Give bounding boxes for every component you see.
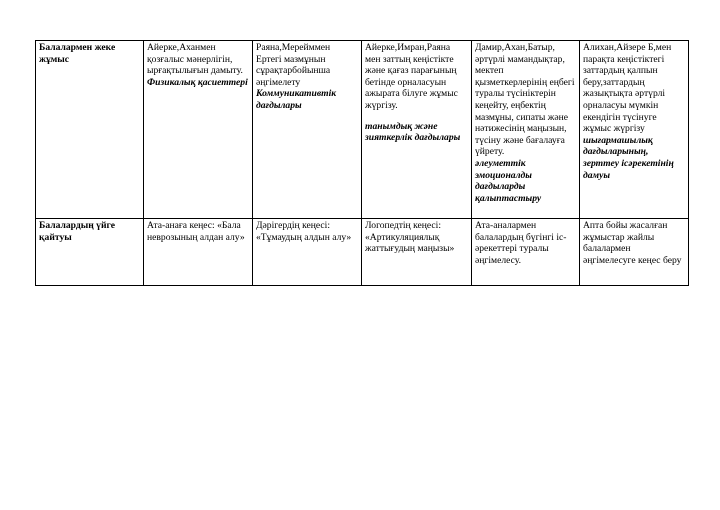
table-cell: Ата-аналармен балалардың бүгінгі іс-әрекеттері туралы әңгімелесу. xyxy=(472,219,580,286)
table-cell xyxy=(580,41,689,219)
table-cell: Дәрігердің кеңесі: «Тұмаудың алдын алу» xyxy=(253,219,362,286)
cell-text: Алихан,Айзере Б,мен парақта кеңістіктегі заттардың қалпын беру,заттардың жазықтықта әртүрлі орналасуы мүмкін екендігін түсінуге жұмыс жүргізу xyxy=(583,42,672,135)
cell-text: Айерке,Имран,Раяна мен заттың кеңістікте және қағаз парағының бетінде орналасуын ажырата білуге жұмыс жүргізу. xyxy=(365,42,458,111)
cell-text: Раяна,Мерейммен Ертегі мазмұнын сұрақтарбойынша әңгімелету xyxy=(256,42,331,88)
spacer xyxy=(365,112,468,121)
table-cell: Апта бойы жасалған жұмыстар жайлы балалармен әңгімелесуге кеңес беру xyxy=(580,219,689,286)
table-row xyxy=(36,219,689,286)
table-cell xyxy=(253,41,362,219)
cell-text: Дамир,Ахан,Батыр, әртүрлі мамандықтар, мектеп қызметкерлерінің еңбегі туралы түсініктерін кеңейту, еңбектің мазмұны, сипаты және нәтижесінің маңызын, түсіну және бағалауға үйрету. xyxy=(475,42,575,158)
table-row xyxy=(36,41,689,219)
cell-emphasis: шығармашылық дағдыларының, зерттеу ісәрекетінің дамуы xyxy=(583,134,674,181)
cell-emphasis: Физикалық қасиеттері xyxy=(147,76,248,88)
table-cell xyxy=(144,41,253,219)
row-heading: Балалармен жеке жұмыс xyxy=(36,41,144,219)
cell-emphasis: танымдық және зияткерлік дағдылары xyxy=(365,120,461,144)
table-cell xyxy=(362,41,472,219)
table-cell xyxy=(472,41,580,219)
cell-text: Айерке,Аханмен қозғалыс мәнерлігін, ырғақтылығын дамыту. xyxy=(147,42,243,77)
table-cell: Логопедтің кеңесі: «Артикуляциялық жаттығудың маңызы» xyxy=(362,219,472,286)
cell-emphasis: әлеуметтік эмоционалды дағдыларды қалыптастыру xyxy=(475,157,542,204)
plan-table xyxy=(35,40,689,286)
cell-emphasis: Коммуникативтік дағдылары xyxy=(256,88,337,111)
table-cell: Ата-анаға кеңес: «Бала неврозының алдан алу» xyxy=(144,219,253,286)
row-heading: Балалардың үйге қайтуы xyxy=(36,219,144,286)
